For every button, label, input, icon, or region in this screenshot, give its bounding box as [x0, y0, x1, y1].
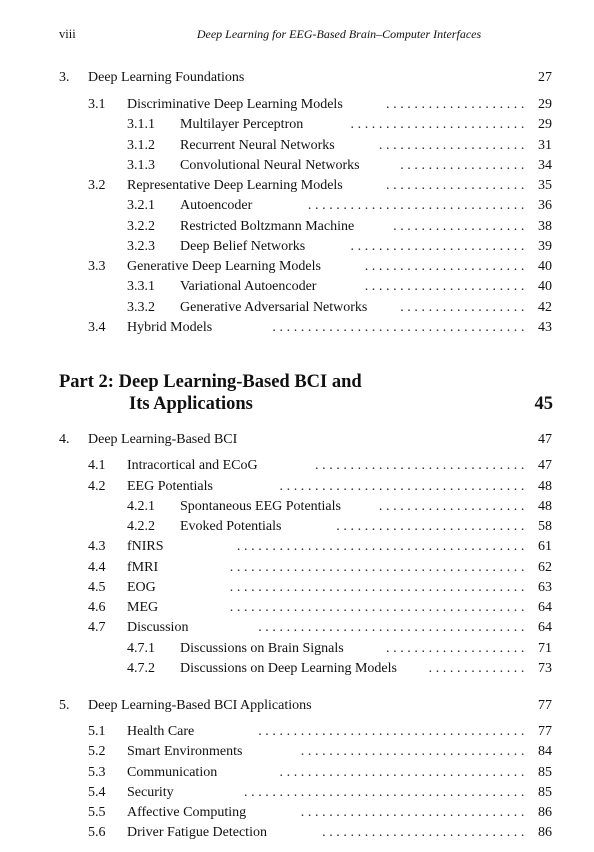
toc-entry-title: Autoencoder: [180, 198, 253, 213]
leader-dots: ........................................: [244, 785, 528, 800]
leader-dots: .........................: [350, 117, 528, 132]
toc-entry-page: 85: [538, 785, 552, 800]
leader-dots: ...................: [393, 219, 528, 234]
toc-entry-page: 34: [538, 158, 552, 173]
toc-entry[interactable]: [0, 176, 594, 195]
toc-entry-number: 4.3: [88, 539, 106, 554]
toc-entry-title: Discriminative Deep Learning Models: [127, 97, 343, 112]
toc-entry-number: 5.2: [88, 744, 106, 759]
toc-entry-title: Representative Deep Learning Models: [127, 178, 343, 193]
toc-entry-page: 77: [538, 724, 552, 739]
toc-entry-page: 86: [538, 825, 552, 840]
toc-entry-title: Intracortical and ECoG: [127, 458, 258, 473]
toc-entry[interactable]: [0, 783, 594, 802]
toc-entry-number: 3.: [59, 70, 70, 85]
toc-entry-title: Recurrent Neural Networks: [180, 138, 335, 153]
toc-entry[interactable]: [0, 639, 594, 658]
toc-entry[interactable]: [0, 115, 594, 134]
toc-entry-number: 3.4: [88, 320, 106, 335]
toc-entry-title: Smart Environments: [127, 744, 243, 759]
part-title-line-1: Part 2: Deep Learning-Based BCI and: [59, 372, 362, 392]
toc-entry-title: EOG: [127, 580, 156, 595]
toc-entry-number: 4.2: [88, 479, 106, 494]
toc-entry[interactable]: [0, 537, 594, 556]
toc-entry-number: 4.4: [88, 560, 106, 575]
toc-entry[interactable]: [0, 823, 594, 842]
leader-dots: ..................: [400, 158, 528, 173]
leader-dots: ..............: [428, 661, 528, 676]
toc-entry-title: Deep Belief Networks: [180, 239, 306, 254]
toc-entry[interactable]: [0, 477, 594, 496]
toc-entry[interactable]: [0, 517, 594, 536]
leader-dots: ....................................: [272, 320, 528, 335]
leader-dots: ..........................................: [229, 560, 528, 575]
toc-entry-number: 4.6: [88, 600, 106, 615]
leader-dots: ....................: [386, 641, 528, 656]
toc-entry-title: fNIRS: [127, 539, 164, 554]
toc-entry-number: 3.1.3: [127, 158, 155, 173]
toc-entry-page: 77: [538, 698, 552, 713]
toc-entry-page: 43: [538, 320, 552, 335]
toc-entry[interactable]: [0, 722, 594, 741]
toc-entry-number: 3.1.2: [127, 138, 155, 153]
toc-entry-number: 4.7.1: [127, 641, 155, 656]
toc-entry-number: 3.2.3: [127, 239, 155, 254]
toc-entry-page: 48: [538, 499, 552, 514]
toc-entry[interactable]: [0, 803, 594, 822]
toc-entry-number: 3.2: [88, 178, 106, 193]
leader-dots: ......................................: [258, 724, 528, 739]
toc-entry-title: Security: [127, 785, 174, 800]
toc-entry-title: Spontaneous EEG Potentials: [180, 499, 341, 514]
toc-entry-title: Convolutional Neural Networks: [180, 158, 360, 173]
toc-entry-number: 3.2.2: [127, 219, 155, 234]
toc-entry[interactable]: [0, 578, 594, 597]
leader-dots: .............................: [322, 825, 528, 840]
toc-entry[interactable]: [0, 95, 594, 114]
leader-dots: ................................: [300, 744, 528, 759]
toc-entry-number: 4.5: [88, 580, 106, 595]
leader-dots: ...................................: [279, 479, 528, 494]
toc-entry[interactable]: [0, 558, 594, 577]
toc-entry[interactable]: [0, 196, 594, 215]
toc-entry-page: 29: [538, 117, 552, 132]
toc-entry-page: 64: [538, 600, 552, 615]
toc-entry-title: Deep Learning Foundations: [88, 70, 245, 85]
leader-dots: .....................: [378, 138, 528, 153]
leader-dots: .........................................: [236, 539, 528, 554]
toc-entry-number: 5.: [59, 698, 70, 713]
toc-entry-title: Generative Deep Learning Models: [127, 259, 321, 274]
toc-entry-number: 3.3.2: [127, 300, 155, 315]
toc-entry-page: 86: [538, 805, 552, 820]
toc-entry-title: Deep Learning-Based BCI: [88, 432, 238, 447]
toc-entry-page: 40: [538, 279, 552, 294]
toc-entry-page: 85: [538, 765, 552, 780]
toc-entry-title: fMRI: [127, 560, 159, 575]
toc-entry-page: 84: [538, 744, 552, 759]
toc-entry-page: 48: [538, 479, 552, 494]
leader-dots: ...........................: [336, 519, 528, 534]
toc-entry-page: 29: [538, 97, 552, 112]
leader-dots: .......................: [364, 279, 528, 294]
toc-entry[interactable]: [0, 456, 594, 475]
leader-dots: .....................: [378, 499, 528, 514]
toc-entry-title: Discussion: [127, 620, 189, 635]
toc-entry-number: 5.3: [88, 765, 106, 780]
toc-entry-title: Multilayer Perceptron: [180, 117, 304, 132]
toc-entry-page: 47: [538, 458, 552, 473]
toc-entry-page: 58: [538, 519, 552, 534]
toc-entry-page: 62: [538, 560, 552, 575]
leader-dots: ...................................: [279, 765, 528, 780]
leader-dots: ......................................: [258, 620, 528, 635]
leader-dots: ................................: [300, 805, 528, 820]
toc-entry-page: 31: [538, 138, 552, 153]
toc-entry-page: 27: [538, 70, 552, 85]
leader-dots: ....................: [386, 97, 528, 112]
toc-entry[interactable]: [0, 156, 594, 175]
header-running-title: Deep Learning for EEG-Based Brain–Computer Interfaces: [196, 27, 482, 41]
toc-entry-page: 63: [538, 580, 552, 595]
toc-entry[interactable]: [0, 659, 594, 678]
toc-entry-number: 4.2.1: [127, 499, 155, 514]
leader-dots: ..............................: [315, 458, 528, 473]
toc-entry-number: 5.5: [88, 805, 106, 820]
leader-dots: ..........................................: [229, 600, 528, 615]
leader-dots: .......................: [364, 259, 528, 274]
toc-entry-title: Generative Adversarial Networks: [180, 300, 368, 315]
toc-entry-number: 3.3: [88, 259, 106, 274]
toc-entry-page: 64: [538, 620, 552, 635]
toc-entry-number: 4.1: [88, 458, 106, 473]
toc-entry-title: Restricted Boltzmann Machine: [180, 219, 355, 234]
toc-entry-title: Driver Fatigue Detection: [127, 825, 267, 840]
toc-entry-title: MEG: [127, 600, 159, 615]
toc-entry[interactable]: [0, 298, 594, 317]
toc-entry[interactable]: [0, 318, 594, 337]
toc-entry-number: 3.2.1: [127, 198, 155, 213]
toc-entry-page: 40: [538, 259, 552, 274]
toc-entry-number: 3.1: [88, 97, 106, 112]
toc-entry-number: 4.7: [88, 620, 106, 635]
toc-entry-page: 35: [538, 178, 552, 193]
toc-entry[interactable]: [0, 68, 594, 87]
leader-dots: ....................: [386, 178, 528, 193]
leader-dots: ..................: [400, 300, 528, 315]
toc-entry[interactable]: [0, 742, 594, 761]
leader-dots: ...............................: [307, 198, 528, 213]
toc-entry-number: 5.1: [88, 724, 106, 739]
toc-entry-number: 4.2.2: [127, 519, 155, 534]
toc-entry-title: EEG Potentials: [127, 479, 213, 494]
toc-entry[interactable]: [0, 497, 594, 516]
toc-entry-number: 4.: [59, 432, 70, 447]
toc-entry-page: 42: [538, 300, 552, 315]
running-header: [59, 27, 553, 43]
leader-dots: .........................: [350, 239, 528, 254]
toc-entry-number: 3.3.1: [127, 279, 155, 294]
toc-entry-page: 73: [538, 661, 552, 676]
toc-entry[interactable]: [0, 237, 594, 256]
header-page-number: viii: [59, 27, 76, 41]
part-title-line-2: Its Applications: [129, 394, 253, 414]
toc-entry[interactable]: [0, 430, 594, 449]
toc-entry-title: Communication: [127, 765, 218, 780]
toc-entry-title: Discussions on Brain Signals: [180, 641, 344, 656]
toc-entry[interactable]: [0, 696, 594, 715]
toc-entry-page: 38: [538, 219, 552, 234]
leader-dots: ..........................................: [229, 580, 528, 595]
part-page-number: 45: [534, 394, 553, 414]
toc-entry-title: Variational Autoencoder: [180, 279, 317, 294]
toc-entry-page: 61: [538, 539, 552, 554]
toc-entry-number: 5.4: [88, 785, 106, 800]
toc-entry[interactable]: [0, 598, 594, 617]
toc-entry-number: 5.6: [88, 825, 106, 840]
toc-entry-page: 36: [538, 198, 552, 213]
toc-entry-number: 4.7.2: [127, 661, 155, 676]
toc-entry-title: Evoked Potentials: [180, 519, 282, 534]
toc-entry-title: Affective Computing: [127, 805, 247, 820]
toc-entry-page: 47: [538, 432, 552, 447]
toc-entry-title: Health Care: [127, 724, 195, 739]
toc-entry[interactable]: [0, 136, 594, 155]
toc-entry[interactable]: [0, 763, 594, 782]
toc-entry-title: Deep Learning-Based BCI Applications: [88, 698, 312, 713]
toc-entry-page: 71: [538, 641, 552, 656]
toc-entry[interactable]: [0, 618, 594, 637]
toc-entry-page: 39: [538, 239, 552, 254]
toc-entry-title: Discussions on Deep Learning Models: [180, 661, 397, 676]
toc-entry[interactable]: [0, 277, 594, 296]
toc-entry[interactable]: [0, 217, 594, 236]
toc-entry-title: Hybrid Models: [127, 320, 213, 335]
toc-entry-number: 3.1.1: [127, 117, 155, 132]
toc-entry[interactable]: [0, 257, 594, 276]
